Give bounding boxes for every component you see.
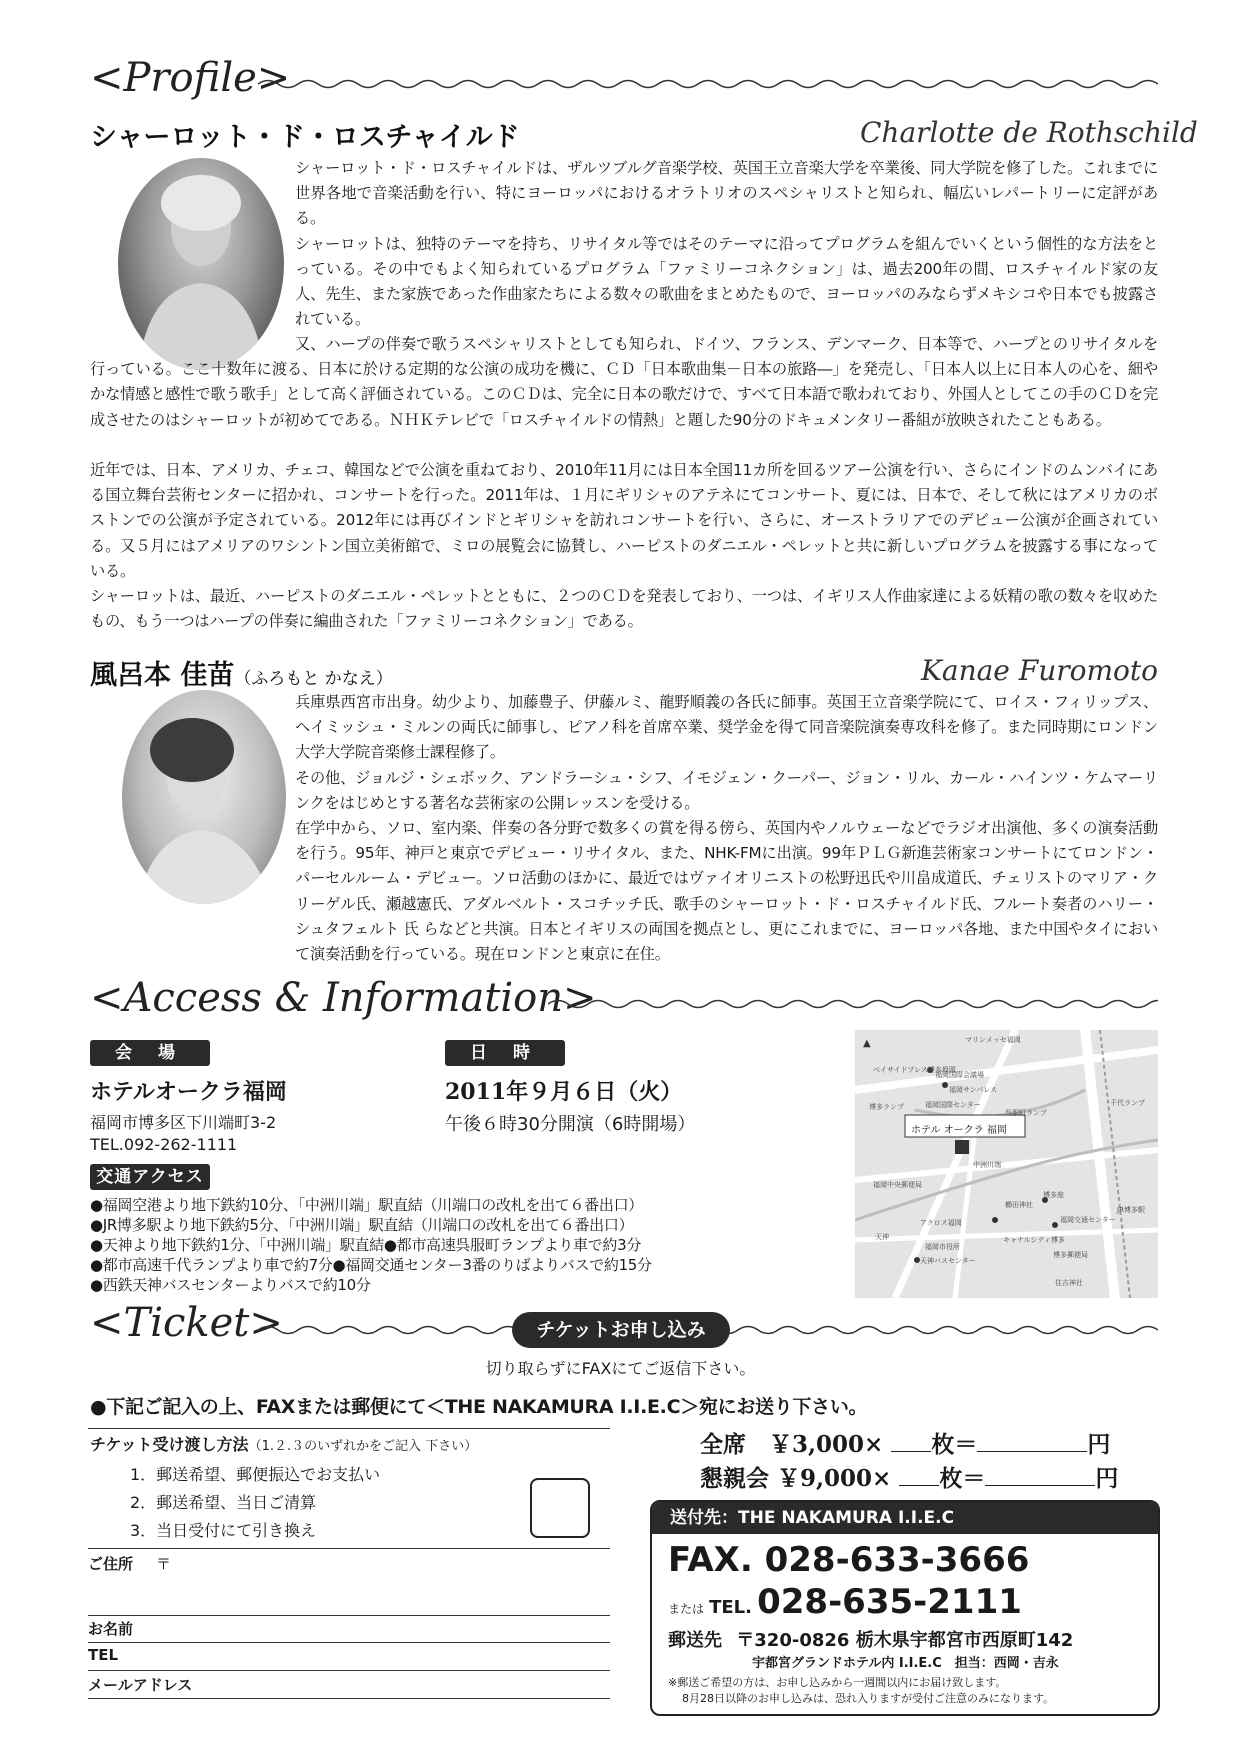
delivery-method-checkbox[interactable]	[530, 1478, 590, 1538]
email-field[interactable]	[88, 1670, 610, 1699]
map-label: 福岡サンパレス	[949, 1086, 997, 1094]
person2-bio-p2: その他、ジョルジ・シェボック、アンドラーシュ・シフ、イモジェン・クーパー、ジョン・リル、カール・ハインツ・ケムマーリンクをはじめとする著名な芸術家の公開レッスンを受ける。	[295, 768, 1158, 812]
qty-blank[interactable]	[899, 1485, 939, 1486]
delivery-method-note: （1.２.３のいずれかをご記入 下さい）	[248, 1439, 478, 1454]
price-all-seats	[700, 1426, 1110, 1459]
map-label: キャナルシティ博多	[1003, 1236, 1065, 1244]
amount-blank[interactable]	[985, 1485, 1095, 1486]
yen-unit: 円	[1095, 1465, 1119, 1492]
map-label: JR博多駅	[1117, 1206, 1145, 1214]
person1-bio-p2: シャーロットは、独特のテーマを持ち、リサイタル等ではそのテーマに沿ってプログラムを組んでいくという個性的な方法をとっている。その中でもよく知られているプログラム「ファミリーコネクション」は、過去200年の間、ロスチャイルド家の友人、先生、また家族であった作曲家たちによる数々の歌曲をまとめたもので、ヨーロッパのみならずメキシコや日本でも披露されている。	[295, 234, 1158, 329]
map-label: 呉服町ランプ	[1005, 1109, 1047, 1117]
post-label: 郵送先	[668, 1630, 722, 1651]
note-2: 8月28日以降のお申し込みは、恐れ入りますが受付ご注意のみになります。	[682, 1692, 1055, 1705]
access-heading: <Access & Information>	[90, 975, 597, 1021]
send-to-box	[650, 1500, 1160, 1716]
person2-bio-p3: 在学中から、ソロ、室内楽、伴奏の各分野で数多くの賞を得る傍ら、英国内やノルウェーなどでラジオ出演他、多くの演奏活動を行う。95年、神戸と東京でデビュー・リサイタル、また、NHK-FMに出演。99年ＰＬＧ新進芸術家コンサートにてロンドン・パーセルルーム・デビュー。ソロ活動のほかに、最近ではヴァイオリニストの松野迅氏や川畠成道氏、チェリストのマリア・クリーゲル氏、瀬越憲氏、アダルベルト・スコチッチ氏、歌手のシャーロット・ド・ロスチャイルド氏、フルート奏者のハリー・シュタフェルト 氏 らなどと共演。日本とイギリスの両国を拠点とし、更にこれまでに、ヨーロッパ各地、また中国やタイにおいて演奏活動を行っている。現在ロンドンと東京に在住。	[295, 819, 1158, 964]
map-label: 福岡国際会議場	[935, 1071, 984, 1079]
name-label: お名前	[88, 1620, 134, 1638]
map-label: 櫛田神社	[1005, 1201, 1033, 1209]
person1-name-jp: シャーロット・ド・ロスチャイルド	[90, 122, 520, 153]
tel-prefix: TEL.	[709, 1597, 752, 1618]
qty-blank[interactable]	[891, 1451, 931, 1452]
person1-bio-bottom	[90, 458, 1158, 634]
access-map	[855, 1030, 1158, 1298]
postal-mark: 〒	[156, 1555, 172, 1573]
person1-bio-p3: 又、ハープの伴奏で歌うスペシャリストとしても知られ、ドイツ、フランス、デンマーク、日本等で、ハープとのリサイタルを行っている。ここ十数年に渡る、日本に於ける定期的な公演の成功を機に、ＣＤ「日本歌曲集－日本の旅路―」を発売し、「日本人以上に日本人の心を、細やかな情感と感性で歌う歌手」として高く評価されている。このＣＤは、完全に日本の歌だけで、すべて日本語で歌われており、外国人としてこの手のＣＤを完成させたのはシャーロットが初めてである。ＮＨＫテレビで「ロスチャイルドの情熱」と題した90分のドキュメンタリー番組が放映されたこともある。	[90, 335, 1158, 429]
post-address: 〒320-0826 栃木県宇都宮市西原町142	[736, 1630, 1074, 1651]
price-all-seats-label: 全席 ￥3,000×	[700, 1431, 884, 1458]
amount-blank[interactable]	[977, 1451, 1087, 1452]
email-label: メールアドレス	[88, 1676, 193, 1694]
event-date: 2011年９月６日（火）	[445, 1079, 683, 1105]
map-label: 天神	[875, 1233, 889, 1241]
ticket-apply-label: チケットお申し込み	[512, 1312, 730, 1348]
form-divider	[88, 1428, 610, 1429]
person2-name-jp: 風呂本 佳苗	[90, 660, 235, 691]
map-label: 住吉神社	[1055, 1279, 1083, 1287]
map-label: 博多郵便局	[1053, 1251, 1088, 1259]
map-label: 福岡国際センター	[925, 1101, 981, 1109]
send-to-header: 送付先：THE NAKAMURA I.I.E.C	[652, 1502, 1158, 1534]
address-field[interactable]	[88, 1548, 610, 1616]
ticket-heading: <Ticket>	[90, 1300, 283, 1346]
person1-bio-p4: 近年では、日本、アメリカ、チェコ、韓国などで公演を重ねており、2010年11月には日本全国11カ所を回るツアー公演を行い、さらにインドのムンバイにある国立舞台芸術センターに招かれ、コンサートを行った。2011年は、１月にギリシャのアテネにてコンサート、夏には、日本で、そして秋にはアメリカのボストンでの公演が予定されている。2012年には再びインドとギリシャを訪れコンサートを行い、さらに、オーストラリアでのデビュー公演が企画されている。又５月にはアメリアのワシントン国立美術館で、ミロの展覧会に協賛し、ハーピストのダニエル・ペレットと共に新しいプログラムを披露する事になっている。	[90, 461, 1158, 580]
ticket-cut-note: 切り取らずにFAXにてご返信下さい。	[485, 1359, 756, 1378]
person2-name-en: Kanae Furomoto	[920, 654, 1158, 687]
event-time: 午後６時30分開演（6時開場）	[445, 1114, 696, 1135]
post-sub: 宇都宮グランドホテル内 I.I.E.C 担当：西岡・吉永	[752, 1656, 1059, 1671]
date-label: 日 時	[445, 1040, 565, 1066]
venue-label: 会 場	[90, 1040, 210, 1066]
map-hotel-label: ホテル オークラ 福岡	[911, 1125, 1007, 1136]
or-label: または	[668, 1602, 705, 1616]
tel-label: TEL	[88, 1646, 119, 1664]
map-label: マリンメッセ福岡	[965, 1036, 1021, 1044]
qty-unit: 枚＝	[931, 1431, 978, 1458]
qty-unit: 枚＝	[939, 1465, 986, 1492]
address-label: ご住所	[88, 1555, 134, 1573]
map-label: アクロス福岡	[920, 1219, 962, 1227]
person1-bio-p5: シャーロットは、最近、ハーピストのダニエル・ペレットとともに、２つのＣＤを発表しており、一つは、イギリス人作曲家達による妖精の歌の数々を収めたもの、もう一つはハープの伴奏に編曲された「ファミリーコネクション」である。	[90, 587, 1158, 631]
delivery-method-title-text: チケット受け渡し方法	[90, 1435, 249, 1454]
map-label: ベイサイドプレス博多埠頭	[873, 1066, 956, 1074]
map-label: 博多座	[1043, 1191, 1064, 1199]
delivery-option-2: 2．郵送希望、当日ご清算	[130, 1493, 317, 1512]
transport-line: ●JR博多駅より地下鉄約5分、「中洲川端」駅直結（川端口の改札を出て６番出口）	[90, 1216, 634, 1234]
person1-bio-middle	[90, 332, 1158, 433]
delivery-option-1: 1．郵送希望、郵便振込でお支払い	[130, 1465, 381, 1484]
tel-line	[668, 1582, 1022, 1622]
venue-tel: TEL.092-262-1111	[90, 1135, 238, 1154]
post-line	[668, 1626, 1073, 1652]
person2-name-kana: （ふろもと かなえ）	[234, 669, 393, 689]
map-label: 福岡市役所	[925, 1243, 960, 1251]
map-label: 福岡交通センター	[1060, 1216, 1116, 1224]
map-label: 中洲川端	[973, 1161, 1001, 1169]
yen-unit: 円	[1087, 1431, 1111, 1458]
note-1: ※郵送ご希望の方は、お申し込みから一週間以内にお届け致します。	[668, 1676, 1007, 1689]
divider-ornament	[258, 77, 1158, 91]
tel-number: 028-635-2111	[757, 1582, 1022, 1622]
profile-heading: <Profile>	[90, 55, 291, 101]
person2-bio-p1: 兵庫県西宮市出身。幼少より、加藤豊子、伊藤ルミ、龍野順義の各氏に師事。英国王立音楽学院にて、ロイス・フィリップス、ヘイミッシュ・ミルンの両氏に師事し、ピアノ科を首席卒業、奨学金を得て同音楽院演奏専攻科を修了。また同時期にロンドン大学大学院音楽修士課程修了。	[295, 693, 1158, 762]
person1-name-en: Charlotte de Rothschild	[860, 116, 1198, 149]
transport-line: ●西鉄天神バスセンターよりバスで約10分	[90, 1276, 371, 1294]
person2-photo	[122, 690, 286, 904]
transport-line: ●福岡空港より地下鉄約10分、「中洲川端」駅直結（川端口の改札を出て６番出口）	[90, 1196, 643, 1214]
person1-bio-p1: シャーロット・ド・ロスチャイルドは、ザルツブルグ音楽学校、英国王立音楽大学を卒業後、同大学院を修了した。これまでに世界各地で音楽活動を行い、特にヨーロッパにおけるオラトリオのスペシャリストと知られ、幅広いレパートリーに定評がある。	[295, 159, 1158, 228]
person1-bio-top	[295, 156, 1158, 332]
transport-line: ●都市高速千代ランプより車で約7分●福岡交通センター3番のりばよりバスで約15分	[90, 1256, 652, 1274]
delivery-option-3: 3．当日受付にて引き換え	[130, 1521, 317, 1540]
person2-bio	[295, 690, 1158, 967]
divider-ornament	[548, 997, 1158, 1011]
venue-name: ホテルオークラ福岡	[90, 1079, 287, 1105]
north-arrow-icon: ▲	[863, 1038, 871, 1049]
map-label: 千代ランプ	[1110, 1099, 1145, 1107]
delivery-method-title	[90, 1432, 477, 1455]
transport-label: 交通アクセス	[90, 1164, 210, 1190]
map-label: 博多ランプ	[869, 1103, 904, 1111]
fax-number: FAX. 028-633-3666	[668, 1540, 1030, 1580]
name-field[interactable]	[88, 1614, 610, 1643]
ticket-instruction: ●下記ご記入の上、FAXまたは郵便にて＜THE NAKAMURA I.I.E.C＞宛にお送り下さい。	[90, 1396, 868, 1418]
person2-name	[90, 653, 393, 692]
tel-field[interactable]	[88, 1642, 610, 1671]
transport-line: ●天神より地下鉄約1分、「中洲川端」駅直結●都市高速呉服町ランプより車で約3分	[90, 1236, 642, 1254]
price-reception	[700, 1460, 1118, 1493]
venue-address: 福岡市博多区下川端町3-2	[90, 1113, 277, 1132]
price-reception-label: 懇親会 ￥9,000×	[700, 1465, 892, 1492]
map-label: 天神バスセンター	[920, 1257, 976, 1265]
map-label: 福岡中央郵便局	[873, 1181, 922, 1189]
